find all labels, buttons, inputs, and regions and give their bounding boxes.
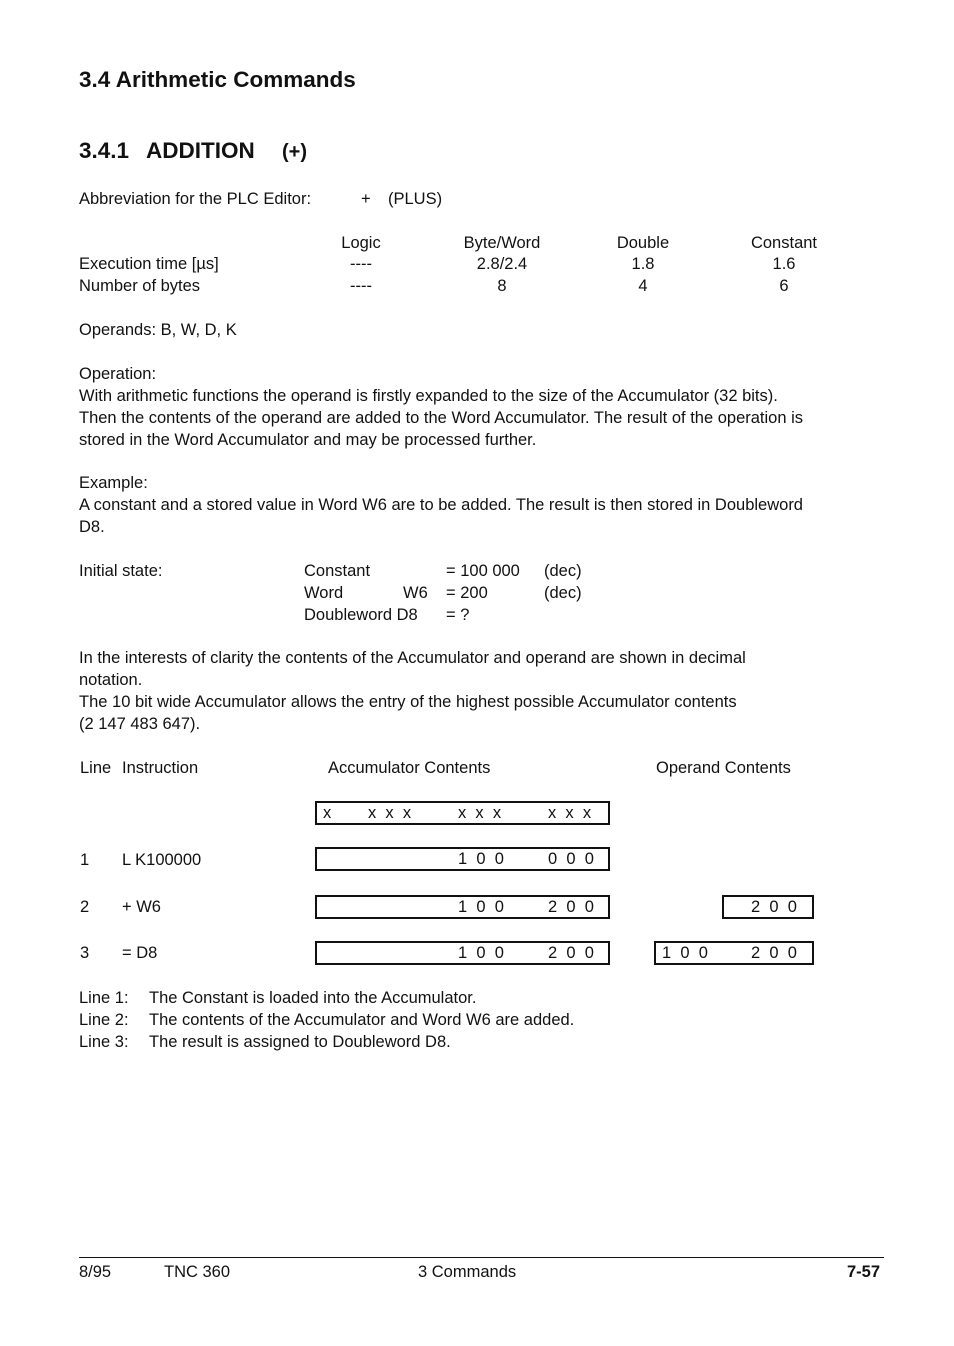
acc-group: 0 0 0 <box>548 850 594 868</box>
operation-line: stored in the Word Accumulator and may be processed further. <box>79 431 537 449</box>
acc-group: 2 0 0 <box>548 898 594 916</box>
initial-name: Doubleword D8 <box>304 606 418 624</box>
operand-group: 2 0 0 <box>751 944 797 962</box>
clarity-line: notation. <box>79 671 143 689</box>
operands-text: Operands: B, W, D, K <box>79 321 237 339</box>
timing-cell: 4 <box>638 277 648 295</box>
clarity-line: The 10 bit wide Accumulator allows the entry of the highest possible Accumulator contents <box>79 693 737 711</box>
footer-rule <box>79 1257 884 1258</box>
accumulator-mask-box <box>315 801 610 825</box>
table-header-instruction: Instruction <box>122 759 199 777</box>
example-line: D8. <box>79 518 105 536</box>
accumulator-box <box>315 895 610 919</box>
clarity-line: In the interests of clarity the contents of the Accumulator and operand are shown in decimal <box>79 649 746 667</box>
example-title: Example: <box>79 474 148 492</box>
acc-group: 1 0 0 <box>458 850 504 868</box>
initial-value: = ? <box>446 606 470 624</box>
initial-label: Initial state: <box>79 562 163 580</box>
timing-col-constant: Constant <box>750 234 818 252</box>
abbrev-label: Abbreviation for the PLC Editor: <box>79 190 312 208</box>
timing-row-label: Number of bytes <box>79 277 201 295</box>
timing-col-logic: Logic <box>341 234 381 252</box>
timing-row-label: Execution time [µs] <box>79 255 219 273</box>
table-header-accumulator: Accumulator Contents <box>328 759 491 777</box>
operation-line: With arithmetic functions the operand is firstly expanded to the size of the Accumulator (32 bits). <box>79 387 778 405</box>
note-label: Line 3: <box>79 1033 129 1051</box>
operation-title: Operation: <box>79 365 157 383</box>
mask-digit: x <box>323 804 332 822</box>
acc-group: 1 0 0 <box>458 898 504 916</box>
acc-group: 2 0 0 <box>548 944 594 962</box>
initial-name: Constant <box>304 562 371 580</box>
accumulator-box <box>315 847 610 871</box>
timing-cell: 1.8 <box>631 255 655 273</box>
timing-cell: ---- <box>350 277 372 295</box>
timing-cell: 8 <box>497 277 507 295</box>
footer-page-number: 7-57 <box>846 1263 880 1281</box>
note-text: The Constant is loaded into the Accumulator. <box>149 989 477 1007</box>
operand-group: 1 0 0 <box>662 944 708 962</box>
note-label: Line 2: <box>79 1011 129 1029</box>
acc-group: 1 0 0 <box>458 944 504 962</box>
note-text: The contents of the Accumulator and Word W6 are added. <box>149 1011 575 1029</box>
abbrev-name: (PLUS) <box>388 190 443 208</box>
accumulator-box <box>315 941 610 965</box>
timing-col-byteword: Byte/Word <box>463 234 541 252</box>
note-label: Line 1: <box>79 989 129 1007</box>
mask-group: x x x <box>368 804 412 822</box>
mask-group: x x x <box>458 804 502 822</box>
example-line: A constant and a stored value in Word W6 are to be added. The result is then stored in Doubleword <box>79 496 803 514</box>
initial-format: (dec) <box>544 584 582 602</box>
row-instruction: + W6 <box>122 898 161 916</box>
initial-register: W6 <box>403 584 428 602</box>
subsection-title: ADDITION <box>146 138 255 163</box>
row-line-number: 2 <box>80 898 90 916</box>
timing-cell: 1.6 <box>772 255 796 273</box>
operand-box <box>654 941 814 965</box>
subsection-symbol: (+) <box>282 141 307 163</box>
timing-cell: ---- <box>350 255 372 273</box>
initial-format: (dec) <box>544 562 582 580</box>
row-line-number: 1 <box>80 851 90 869</box>
table-header-operand: Operand Contents <box>656 759 791 777</box>
row-instruction: = D8 <box>122 944 158 962</box>
subsection-number: 3.4.1 <box>79 138 130 163</box>
operation-line: Then the contents of the operand are added to the Word Accumulator. The result of the operation is <box>79 409 804 427</box>
initial-value: = 200 <box>446 584 488 602</box>
timing-cell: 2.8/2.4 <box>476 255 528 273</box>
operand-group: 2 0 0 <box>751 898 797 916</box>
row-line-number: 3 <box>80 944 90 962</box>
mask-group: x x x <box>548 804 592 822</box>
initial-value: = 100 000 <box>446 562 520 580</box>
section-title: 3.4 Arithmetic Commands <box>79 67 356 92</box>
timing-cell: 6 <box>779 277 789 295</box>
abbrev-symbol: + <box>361 190 371 208</box>
timing-col-double: Double <box>616 234 670 252</box>
footer-product: TNC 360 <box>164 1263 231 1281</box>
operand-box <box>722 895 814 919</box>
initial-name: Word <box>304 584 344 602</box>
table-header-line: Line <box>80 759 112 777</box>
note-text: The result is assigned to Doubleword D8. <box>149 1033 451 1051</box>
footer-chapter: 3 Commands <box>418 1263 517 1281</box>
clarity-line: (2 147 483 647). <box>79 715 201 733</box>
row-instruction: L K100000 <box>122 851 202 869</box>
footer-date: 8/95 <box>79 1263 112 1281</box>
